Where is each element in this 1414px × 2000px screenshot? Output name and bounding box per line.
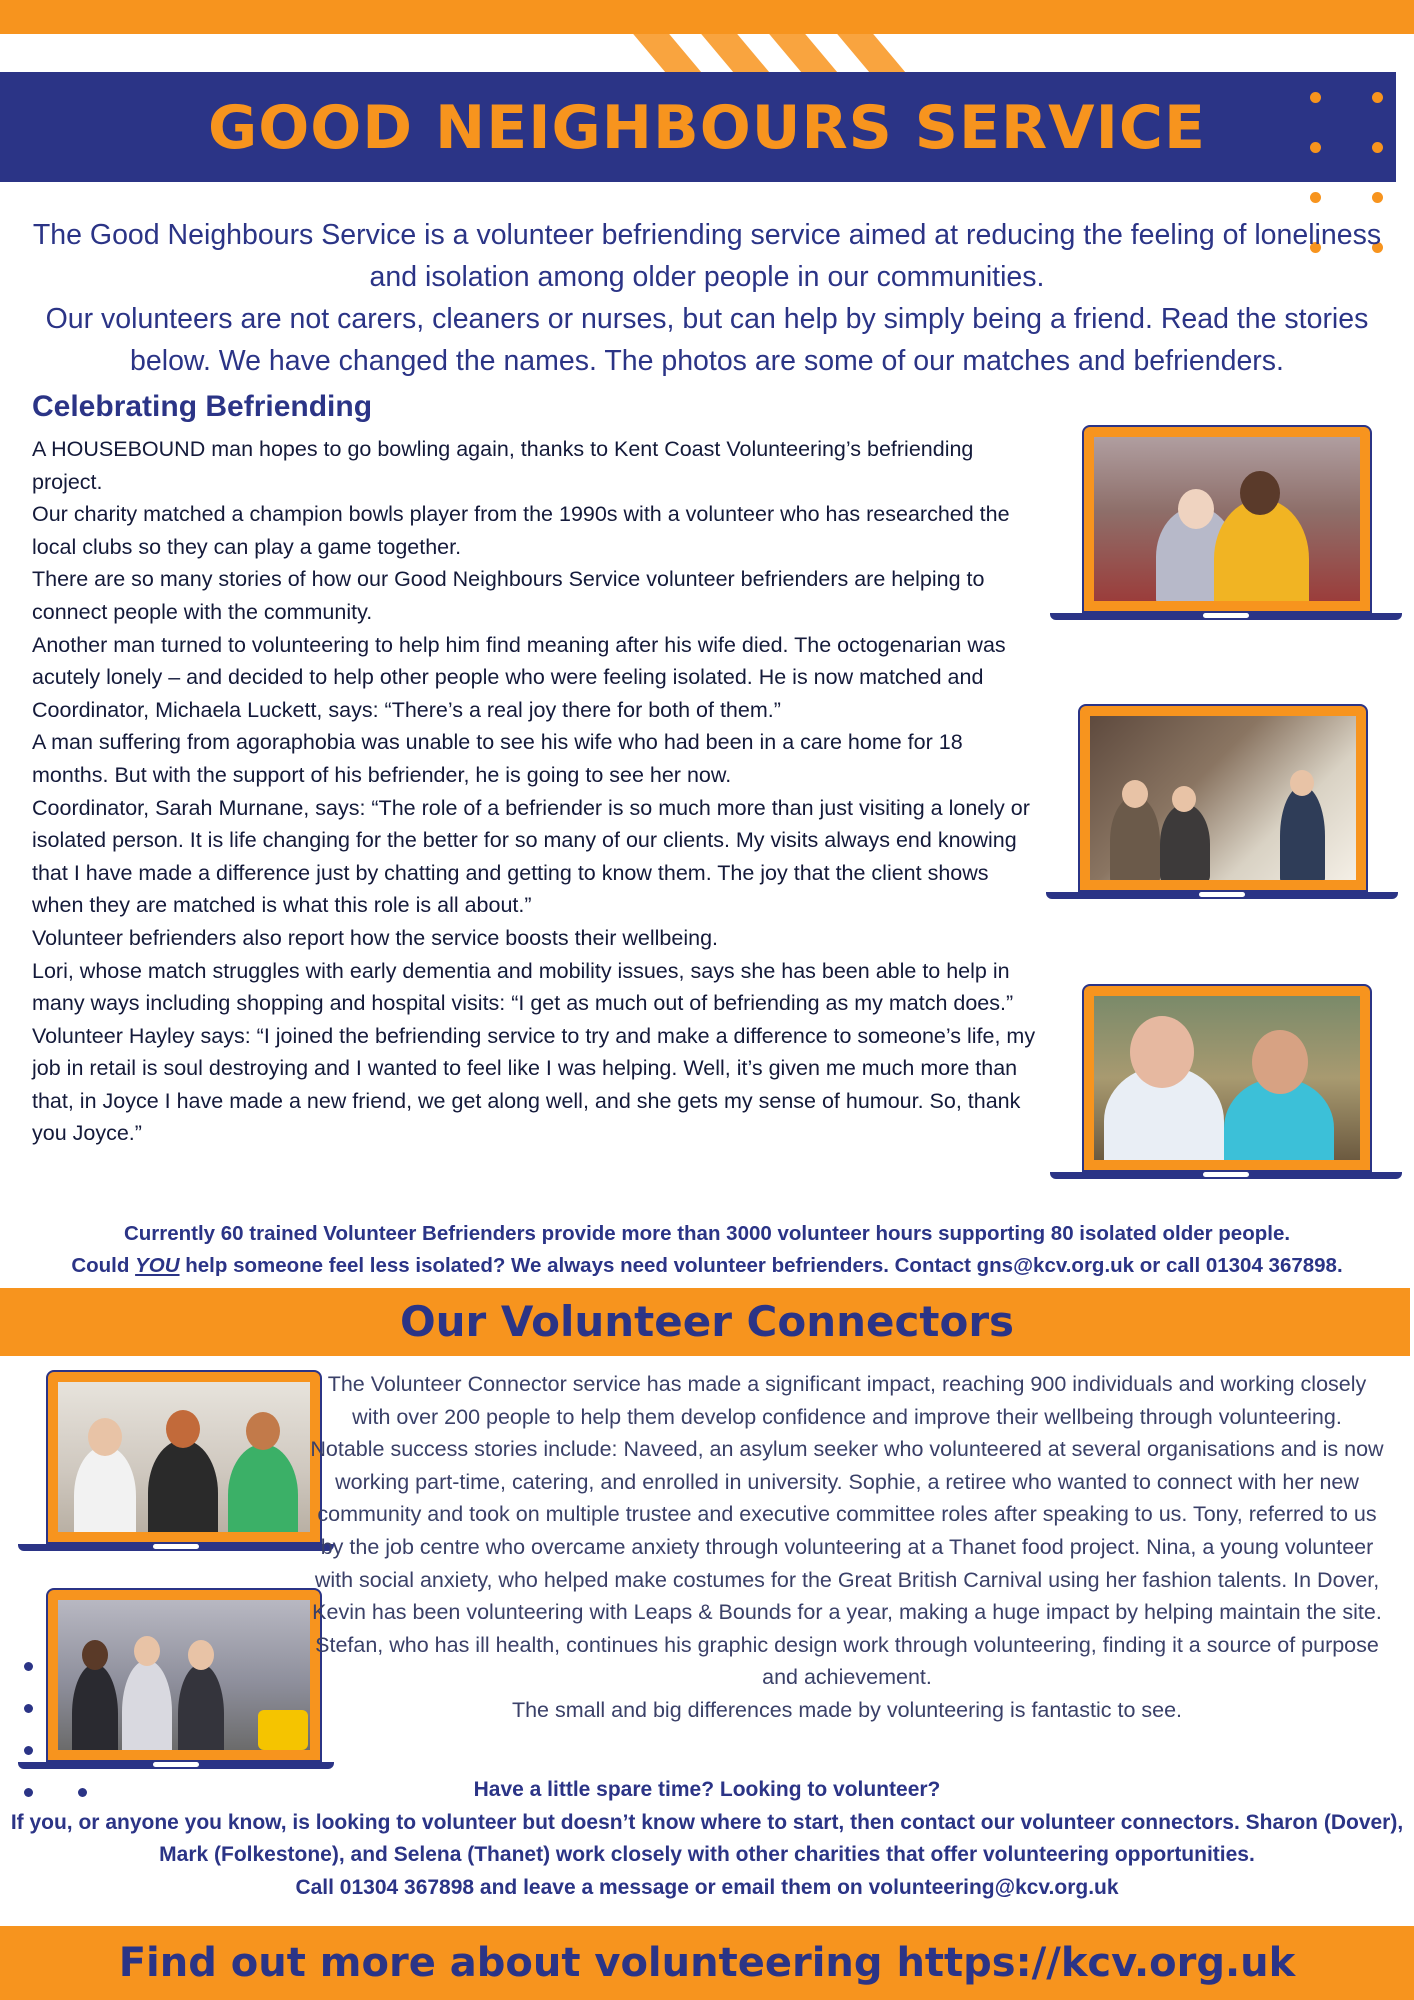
section-title-connectors: Our Volunteer Connectors	[399, 1297, 1015, 1346]
story-paragraph: Volunteer befrienders also report how the service boosts their wellbeing.	[32, 925, 718, 950]
story-paragraph: Our charity matched a champion bowls player from the 1990s with a volunteer who has researched the local clubs so they can play a game together.	[32, 502, 1010, 559]
cta-you: YOU	[135, 1254, 180, 1277]
story-paragraph: A HOUSEBOUND man hopes to go bowling again, thanks to Kent Coast Volunteering’s befriending project.	[32, 437, 974, 494]
photo-laptop-5	[18, 1588, 334, 1772]
footer-link[interactable]: Find out more about volunteering https://kcv.org.uk	[118, 1940, 1296, 1986]
story-paragraph: Another man turned to volunteering to help him find meaning after his wife died. The octogenarian was acutely lonely – and decided to help other people who were feeling isolated. He is now matched and Coordinator, Michaela Luckett, says: “There’s a real joy there for both of them.”	[32, 632, 1006, 722]
photo-laptop-4	[18, 1370, 334, 1554]
page-title: GOOD NEIGHBOURS SERVICE	[208, 93, 1206, 163]
story-paragraph: There are so many stories of how our Good Neighbours Service volunteer befrienders are helping to connect people with the community.	[32, 567, 985, 624]
connectors-cta	[0, 1774, 1414, 1904]
story-paragraph: Coordinator, Sarah Murnane, says: “The role of a befriender is so much more than just visiting a lonely or isolated person. It is life changing for the better for so many of our clients. My visits always end knowing that I have made a difference just by chatting and getting to know them. The joy that the client shows when they are matched is what this role is all about.”	[32, 795, 1030, 918]
photo-laptop-3	[1050, 984, 1402, 1184]
cta-suffix: help someone feel less isolated? We always need volunteer befrienders. Contact gns@kcv.org.uk or call 01304 367898.	[179, 1254, 1343, 1277]
decorative-stripes	[630, 34, 950, 74]
photo-laptop-1	[1050, 425, 1402, 625]
cta-contact: Call 01304 367898 and leave a message or email them on volunteering@kcv.org.uk	[295, 1875, 1119, 1899]
connectors-intro: The Volunteer Connector service has made a significant impact, reaching 900 individuals and working closely with over 200 people to help them develop confidence and improve their wellbeing through volunteering.	[327, 1372, 1367, 1429]
befriending-summary: Currently 60 trained Volunteer Befrienders provide more than 3000 volunteer hours supporting 80 isolated older people.	[123, 1222, 1291, 1245]
befriending-cta	[0, 1254, 1414, 1278]
cta-question: Have a little spare time? Looking to volunteer?	[473, 1778, 941, 1801]
befriending-stories	[32, 433, 1042, 1150]
story-paragraph: Volunteer Hayley says: “I joined the befriending service to try and make a difference to someone’s life, my job in retail is soul destroying and I wanted to feel like I was helping. Well, it’s given me much more than that, in Joyce I have made a new friend, we get along well, and she gets my sense of humour. So, thank you Joyce.”	[32, 1023, 1036, 1146]
intro-line-1: The Good Neighbours Service is a volunteer befriending service aimed at reducing the feeling of loneliness and isolation among older people in our communities.	[32, 219, 1382, 293]
connectors-closing: The small and big differences made by volunteering is fantastic to see.	[511, 1697, 1183, 1722]
top-orange-bar	[0, 0, 1414, 34]
cta-body: If you, or anyone you know, is looking to volunteer but doesn’t know where to start, then contact our volunteer connectors. Sharon (Dover), Mark (Folkestone), and Selena (Thanet) work closely with other charities that offer volunteering opportunities.	[10, 1810, 1404, 1867]
photo-laptop-2	[1046, 704, 1398, 904]
intro-line-2: Our volunteers are not carers, cleaners or nurses, but can help by simply being a friend. Read the stories below. We have changed the names. The photos are some of our matches and befrienders.	[45, 303, 1369, 377]
cta-prefix: Could	[71, 1254, 136, 1277]
story-paragraph: A man suffering from agoraphobia was unable to see his wife who had been in a care home for 18 months. But with the support of his befriender, he is going to see her now.	[32, 730, 963, 787]
story-paragraph: Lori, whose match struggles with early dementia and mobility issues, says she has been able to help in many ways including shopping and hospital visits: “I get as much out of befriending as my match does.”	[32, 958, 1014, 1016]
connectors-stories: Notable success stories include: Naveed, an asylum seeker who volunteered at several organisations and is now working part-time, catering, and enrolled in university. Sophie, a retiree who wanted to connect with her new community and took on multiple trustee and executive committee roles after speaking to us. Tony, referred to us by the job centre who overcame anxiety through volunteering at a Thanet food project. Nina, a young volunteer with social anxiety, who helped make costumes for the Great British Carnival using her fashion talents. In Dover, Kevin has been volunteering with Leaps & Bounds for a year, making a huge impact by helping maintain the site. Stefan, who has ill health, continues his graphic design work through volunteering, finding it a source of purpose and achievement.	[310, 1437, 1384, 1690]
section-title-befriending: Celebrating Befriending	[32, 390, 373, 423]
connectors-text	[310, 1368, 1384, 1727]
intro-text	[20, 214, 1394, 382]
